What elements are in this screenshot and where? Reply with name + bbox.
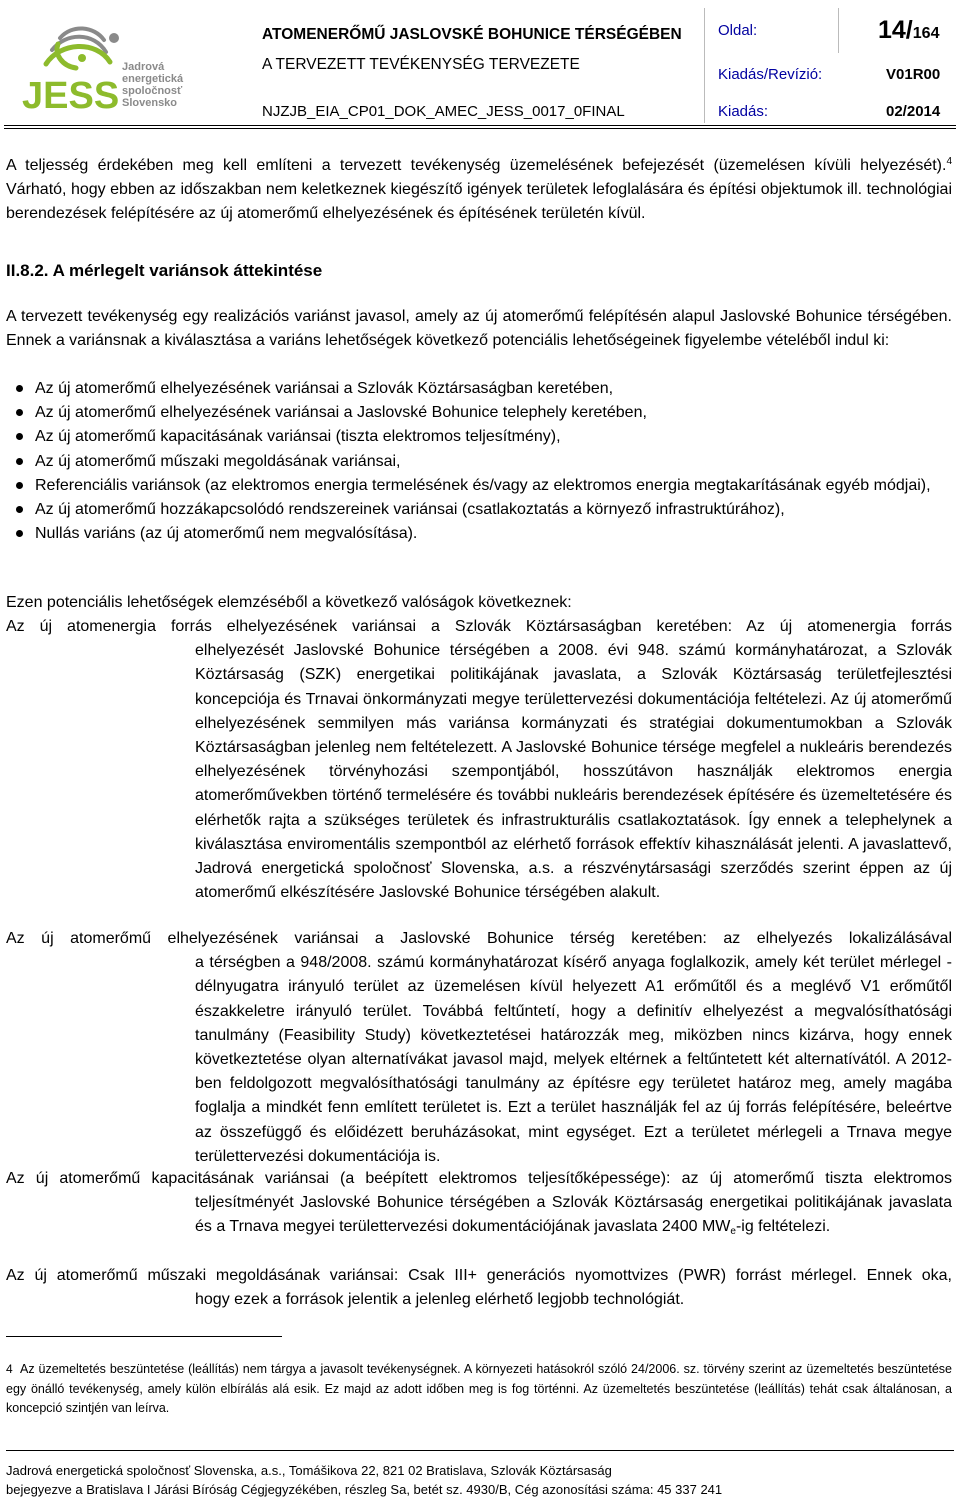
header-title-line1: ATOMENERŐMŰ JASLOVSKÉ BOHUNICE TÉRSÉGÉBEN (262, 26, 682, 43)
footnote-rule (6, 1336, 282, 1337)
variant-definition-site: Az új atomerőmű elhelyezésének variánsai a Jaslovské Bohunice térség keretében: az elhelyezés lokalizálásával a térségben a 948/2008. számú kormányhatározat kísérő anyaga foglalkozik, amely két terület mérlegel - délnyugatra irányuló terület az üzemelésen kívül helyezett A1 erőműtől és a meglévő V1 erőműtől északkeletre irányuló terület. Továbbá feltűntetí, hogy a definitív elhelyezést a megvalósíthatósági tanulmány (Feasibility Study) következtetései határozzák meg, miközben nincs kizárva, hogy ennek következtetése olyan alternatívákat javasol majd, melyek eltérnek a feltűntetett két alternatívától. A 2012-ben feldolgozott megvalósíthatósági tanulmány az építésre egy területet határoz meg, amely magába foglalja a mindkét fenn említett területet is. Ezt a terület használják fel az új forrás felépítésére, beleértve az összefüggő és előidézett beruházásokat, mint egységet. Ezt a területet mérlegeli a Trnava megye területtervezési dokumentációja is. (6, 930, 952, 1165)
list-item: Az új atomerőmű hozzákapcsolódó rendszereinek variánsai (csatlakoztatás a környező infrastruktúrához), (6, 498, 952, 522)
bullet-icon (16, 530, 23, 537)
variant-definition-technical: Az új atomerőmű műszaki megoldásának variánsai: Csak III+ generációs nyomottvizes (PWR) forrást mérlegel. Ennek oka, hogy ezek a források jelentik a jelenleg elérhető legjobb technológiát. (6, 1267, 952, 1309)
section-title: II.8.2. A mérlegelt variánsok áttekintése (6, 261, 323, 280)
svg-text:energetická: energetická (122, 73, 184, 85)
page-number: 14/164 (878, 16, 940, 44)
header-divider (838, 8, 839, 53)
list-item: Az új atomerőmű elhelyezésének variánsai a Jaslovské Bohunice telephely keretében, (6, 401, 952, 425)
list-item: Az új atomerőmű kapacitásának variánsai (tiszta elektromos teljesítmény), (6, 425, 952, 449)
footer-registration: bejegyezve a Bratislava I Járási Bíróság Cégjegyzékében, részleg Sa, betét sz. 4930/B, Cég azonosítási száma: 45 337 241 (6, 1482, 723, 1497)
bullet-icon (16, 433, 23, 440)
footer-rule (6, 1450, 954, 1451)
lead-sentence: Ezen potenciális lehetőségek elemzéséből a következő valóságok következnek: (6, 594, 572, 611)
header-rule (4, 125, 956, 129)
variant-definition-capacity: Az új atomerőmű kapacitásának variánsai (a beépített elektromos teljesítőképessége): az új atomerőmű tiszta elektromos teljesítményét Jaslovské Bohunice térségében a Szlovák Köztársaság energetikai politikájának javaslata és a Trnava megyei területtervezési dokumentációjának javaslata 2400 $MW_e-ig$ feltételezi. (6, 1170, 952, 1238)
footer-address: Jadrová energetická spoločnosť Slovenska, a.s., Tomášikova 22, 821 02 Bratislava, Szlovák Köztársaság (6, 1463, 612, 1478)
list-item: Az új atomerőmű műszaki megoldásának variánsai, (6, 450, 952, 474)
svg-text:Jadrová: Jadrová (122, 61, 165, 73)
page-label: Oldal: (718, 22, 758, 39)
jess-logo (22, 20, 184, 117)
revision-value: V01R00 (886, 66, 941, 83)
bullet-icon (16, 506, 23, 513)
bullet-icon (16, 482, 23, 489)
intro-paragraph: A teljesség érdekében meg kell említeni a tervezett tevékenység üzemelésének befejezését (üzemelésen kívüli helyezését).$^4$ Várható, hogy ebben az időszakban nem keletkeznek kiegészítő igények területek lefoglalására és építési objektumok ill. technológiai berendezések felépítésére az új atomerőmű elhelyezésének és építésének területén kívül. (6, 156, 952, 223)
variants-paragraph: A tervezett tevékenység egy realizációs variánst javasol, amely az új atomerőmű felépítésén alapul Jaslovské Bohunice térségében. Ennek a variánsnak a kiválasztása a variáns lehetőségek következő potenciális lehetőségeinek figyelembe vételéből indul ki: (6, 308, 952, 350)
header-divider (704, 8, 705, 123)
variant-definition-location: Az új atomenergia forrás elhelyezésének variánsai a Szlovák Köztársaságban keretében: Az új atomenergia forrás elhelyezését Jaslovské Bohunice térségében a 2008. évi 948. számú kormányhatározat, a Szlovák Köztársaság (SZK) energetikai politikájának javaslata, a Szlovák Köztársaság területfejlesztési koncepciója és Trnavai önkormányzati megye területtervezési dokumentációja feltételezi. Az új atomerőmű elhelyezésének semmilyen más variánsa kormányzati és stratégiai dokumentumokban a Szlovák Köztársaságban jelenleg nem feltételezett. A Jaslovské Bohunice térsége megfelel a nukleáris berendezés elhelyezésének törvényhozási szempontjából, hosszútávon használják elektromos energia atomerőművekben történő termelésére és további nukleáris berendezések építésére és üzemeltetésére és elérhetők rajta a szükséges területek és infrastrukturális csatlakoztatások. Így ennek a telephelynek a kiválasztása enviromentális szempontból az elérhető források effektív kihasználását jelenti. A javaslattevő, Jadrová energetická spoločnosť Slovenska, a.s. a részvénytársasági szerződés szerint éppen az új atomerőmű elkészítésére Jaslovské Bohunice térségében alakult. (6, 618, 952, 902)
variants-list (6, 377, 952, 546)
bullet-icon (16, 385, 23, 392)
footnote: 4 Az üzemeltetés beszüntetése (leállítás) nem tárgya a javasolt tevékenységnek. A környezeti hatásokról szóló 24/2006. sz. törvény szerint az üzemeltetés beszüntetése egy önálló tevékenység, amely külön elbírálás alá esik. Ez majd az adott időben meg is fog történni. Az üzemeltetés beszüntetése (leállítás) tehát csak általánosan, a koncepció szintjén van leírva. (6, 1362, 952, 1415)
footnote-number: 4 (6, 1362, 13, 1376)
bullet-icon (16, 458, 23, 465)
logo-word: JESS (22, 75, 120, 117)
list-item: Az új atomerőmű elhelyezésének variánsai a Szlovák Köztársaságban keretében, (6, 377, 952, 401)
bullet-icon (16, 409, 23, 416)
list-item: Nullás variáns (az új atomerőmű nem megvalósítása). (6, 522, 952, 546)
atom-swirl-icon (22, 20, 184, 117)
header-title-line2: A TERVEZETT TEVÉKENYSÉG TERVEZETE (262, 56, 580, 73)
footnote-ref[interactable]: 4 (946, 156, 952, 167)
header-doc-code: NJZJB_EIA_CP01_DOK_AMEC_JESS_0017_0FINAL (262, 103, 625, 120)
issue-label: Kiadás: (718, 103, 769, 120)
svg-text:spoločnosť: spoločnosť (122, 85, 183, 97)
issue-value: 02/2014 (886, 103, 941, 120)
svg-text:Slovensko: Slovensko (122, 97, 178, 109)
list-item: Referenciális variánsok (az elektromos energia termelésének és/vagy az elektromos energia megtakarításának egyéb módjai), (6, 474, 952, 498)
revision-label: Kiadás/Revízió: (718, 66, 823, 83)
